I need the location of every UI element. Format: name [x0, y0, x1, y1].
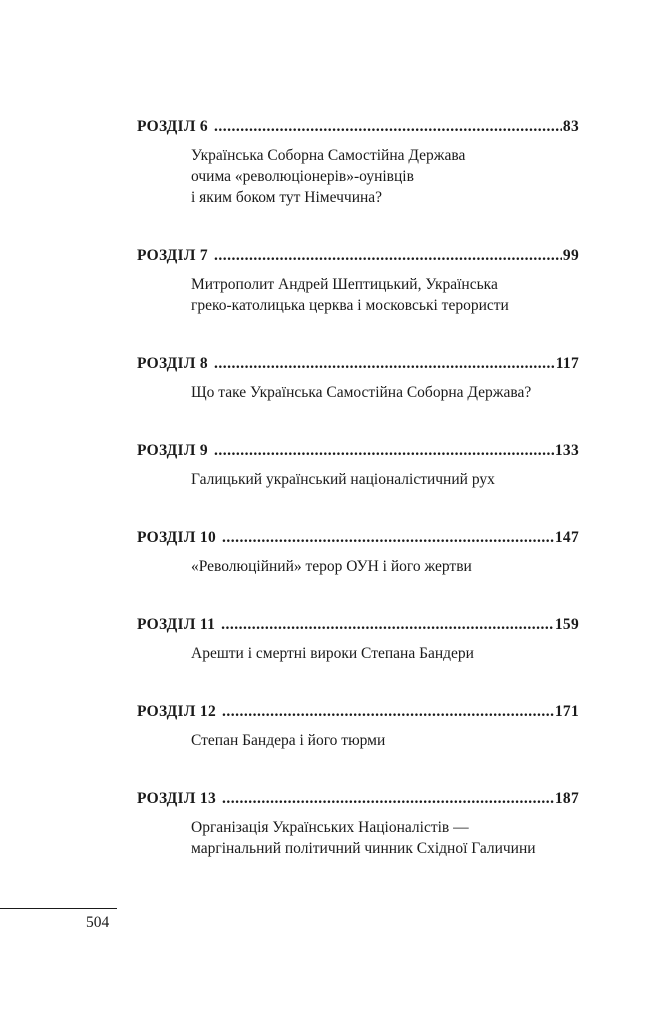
chapter-title [191, 469, 579, 490]
toc-entry-chapter-10 [137, 529, 579, 577]
toc-entry-heading[interactable] [137, 355, 579, 377]
page-number: 187 [554, 790, 579, 807]
chapter-label: РОЗДІЛ 10 [137, 529, 216, 546]
toc-entry-heading[interactable] [137, 790, 579, 812]
chapter-title [191, 556, 579, 577]
dot-leader [222, 529, 554, 547]
chapter-title [191, 274, 579, 316]
chapter-title-line: Степан Бандера і його тюрми [191, 732, 386, 749]
toc-entry-chapter-13 [137, 790, 579, 859]
chapter-title-line: Українська Соборна Самостійна Держава [191, 147, 466, 164]
toc-entry-chapter-8 [137, 355, 579, 403]
chapter-title-line: очима «революціонерів»-оунівців [191, 168, 414, 185]
chapter-label: РОЗДІЛ 13 [137, 790, 216, 807]
toc-entry-chapter-6 [137, 118, 579, 208]
page-folio: 504 [86, 914, 110, 931]
chapter-title-line: Що таке Українська Самостійна Соборна Держава? [191, 384, 532, 401]
chapter-title-line: Галицький український націоналістичний рух [191, 471, 495, 488]
chapter-title-line: маргінальний політичний чинник Східної Галичини [191, 840, 536, 857]
dot-leader [214, 355, 555, 373]
footer-rule [0, 908, 117, 909]
chapter-label: РОЗДІЛ 6 [137, 118, 208, 135]
dot-leader [222, 703, 554, 721]
chapter-title-line: «Революційний» терор ОУН і його жертви [191, 558, 472, 575]
dot-leader [214, 247, 562, 265]
chapter-title [191, 817, 579, 859]
toc-entry-heading[interactable] [137, 529, 579, 551]
dot-leader [214, 442, 554, 460]
page-number: 171 [554, 703, 579, 720]
chapter-title [191, 730, 579, 751]
page-number: 159 [554, 616, 579, 633]
page-number: 117 [555, 355, 579, 372]
toc-entry-heading[interactable] [137, 247, 579, 269]
chapter-title-line: і яким боком тут Німеччина? [191, 189, 383, 206]
chapter-label: РОЗДІЛ 12 [137, 703, 216, 720]
chapter-label: РОЗДІЛ 11 [137, 616, 216, 633]
chapter-title-line: Організація Українських Націоналістів — [191, 819, 469, 836]
chapter-title-line: греко-католицька церква і московські терористи [191, 297, 509, 314]
toc-entry-heading[interactable] [137, 118, 579, 140]
toc-entry-heading[interactable] [137, 703, 579, 725]
chapter-title-line: Митрополит Андрей Шептицький, Українська [191, 276, 498, 293]
dot-leader [221, 616, 554, 634]
chapter-label: РОЗДІЛ 7 [137, 247, 208, 264]
table-of-contents [137, 118, 579, 898]
chapter-label: РОЗДІЛ 8 [137, 355, 208, 372]
page-number: 147 [554, 529, 579, 546]
toc-entry-chapter-9 [137, 442, 579, 490]
chapter-title-line: Арешти і смертні вироки Степана Бандери [191, 645, 474, 662]
chapter-label: РОЗДІЛ 9 [137, 442, 208, 459]
toc-entry-heading[interactable] [137, 442, 579, 464]
dot-leader [214, 118, 562, 136]
chapter-title [191, 145, 579, 208]
toc-entry-heading[interactable] [137, 616, 579, 638]
toc-entry-chapter-7 [137, 247, 579, 316]
chapter-title [191, 643, 579, 664]
page-number: 99 [562, 247, 579, 264]
page-number: 83 [562, 118, 579, 135]
toc-entry-chapter-11 [137, 616, 579, 664]
chapter-title [191, 382, 579, 403]
toc-entry-chapter-12 [137, 703, 579, 751]
dot-leader [222, 790, 554, 808]
page-number: 133 [554, 442, 579, 459]
